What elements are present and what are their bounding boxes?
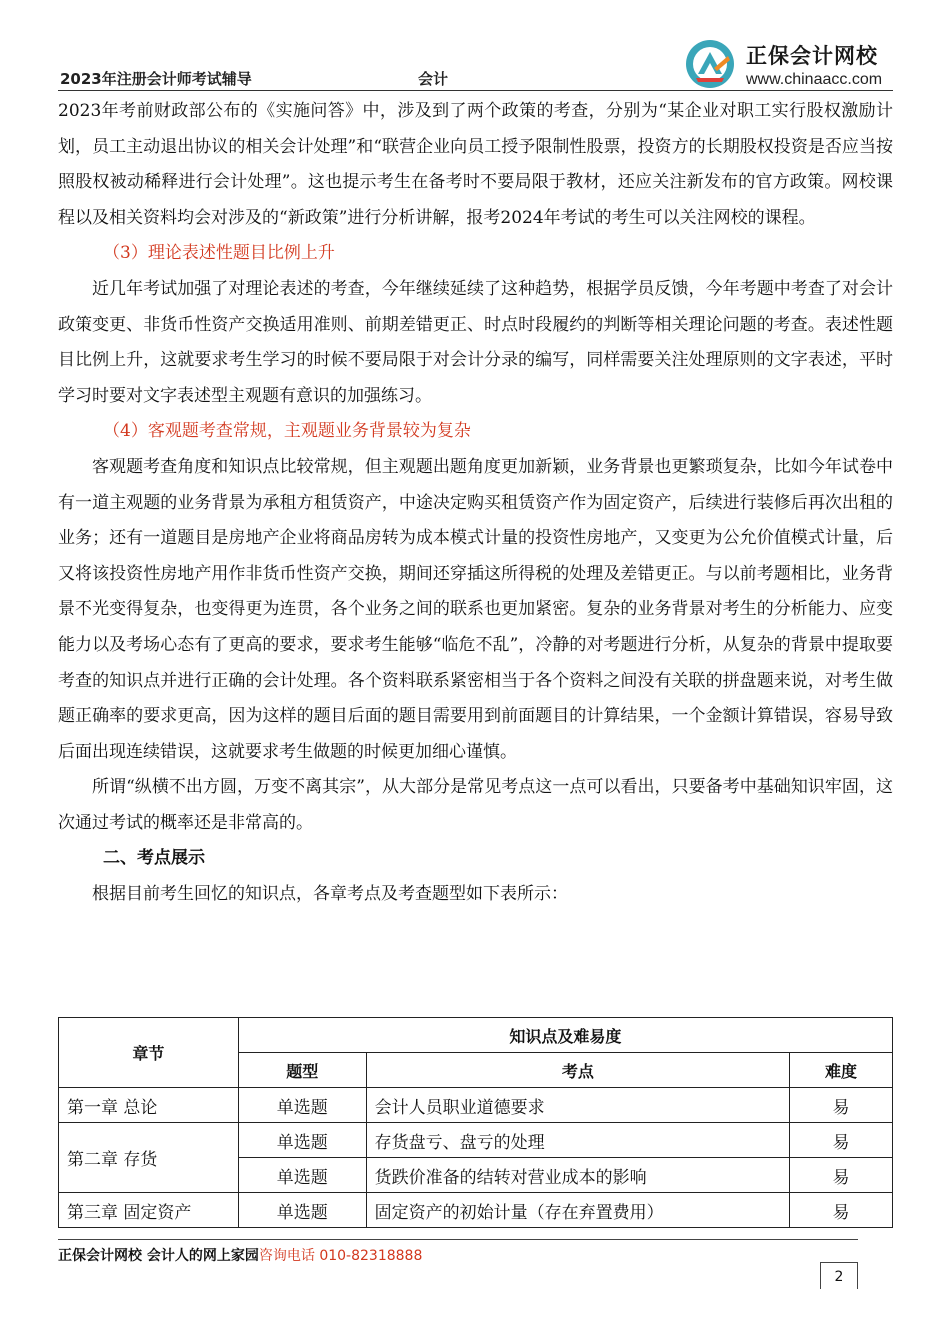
section-title-points: 二、考点展示 xyxy=(103,848,205,869)
table-row xyxy=(59,1193,893,1228)
subheading-theory: （3）理论表述性题目比例上升 xyxy=(103,243,335,264)
cell-level: 易 xyxy=(790,1088,893,1123)
cell-point: 货跌价准备的结转对营业成本的影响 xyxy=(366,1158,789,1193)
table-row xyxy=(59,1088,893,1123)
paragraph-summary: 所谓“纵横不出方圆，万变不离其宗”，从大部分是常见考点这一点可以看出，只要备考中基础知识牢固，这次通过考试的概率还是非常高的。 xyxy=(58,777,893,833)
cell-point: 固定资产的初始计量（存在弃置费用） xyxy=(366,1193,789,1228)
paragraph-table-intro: 根据目前考生回忆的知识点，各章考点及考查题型如下表所示： xyxy=(92,884,568,905)
footer xyxy=(58,1245,422,1265)
cell-point: 会计人员职业道德要求 xyxy=(366,1088,789,1123)
cell-chapter: 第二章 存货 xyxy=(59,1123,239,1193)
logo-name: 正保会计网校 xyxy=(746,44,878,68)
cell-level: 易 xyxy=(790,1123,893,1158)
footer-text: 正保会计网校 会计人的网上家园 xyxy=(58,1248,259,1264)
article-body xyxy=(58,94,893,913)
cell-type: 单选题 xyxy=(238,1193,366,1228)
header-type: 题型 xyxy=(238,1053,366,1088)
knowledge-points-table xyxy=(58,1017,893,1228)
paragraph-policy: 2023年考前财政部公布的《实施问答》中，涉及到了两个政策的考查，分别为“某企业对职工实行股权激励计划，员工主动退出协议的相关会计处理”和“联营企业向员工授予限制性股票，投资方的长期股权投资是否应当按照股权被动稀释进行会计处理”。这也提示考生在备考时不要局限于教材，还应关注新发布的官方政策。网校课程以及相关资料均会对涉及的“新政策”进行分析讲解，报考2024年考试的考生可以关注网校的课程。 xyxy=(58,101,893,228)
cell-point: 存货盘亏、盘亏的处理 xyxy=(366,1123,789,1158)
cell-type: 单选题 xyxy=(238,1088,366,1123)
header-level: 难度 xyxy=(790,1053,893,1088)
table-row xyxy=(59,1123,893,1158)
chinaacc-logo-icon xyxy=(684,38,736,90)
header-point: 考点 xyxy=(366,1053,789,1088)
page-number: 2 xyxy=(820,1262,858,1289)
cell-type: 单选题 xyxy=(238,1123,366,1158)
brand-logo[interactable] xyxy=(684,38,894,94)
paragraph-theory: 近几年考试加强了对理论表述的考查，今年继续延续了这种趋势，根据学员反馈，今年考题中考查了对会计政策变更、非货币性资产交换适用准则、前期差错更正、时点时段履约的判断等相关理论问题的考查。表述性题目比例上升，这就要求考生学习的时候不要局限于对会计分录的编写，同样需要关注处理原则的文字表述，平时学习时要对文字表述型主观题有意识的加强练习。 xyxy=(58,278,893,406)
paragraph-objective: 客观题考查角度和知识点比较常规，但主观题出题角度更加新颖，业务背景也更繁琐复杂，比如今年试卷中有一道主观题的业务背景为承租方租赁资产，中途决定购买租赁资产作为固定资产，后续进行装修后再次出租的业务；还有一道题目是房地产企业将商品房转为成本模式计量的投资性房地产，又变更为公允价值模式计量，后又将该投资性房地产用作非货币性资产交换，期间还穿插这所得税的处理及差错更正。与以前考题相比，业务背景不光变得复杂，也变得更为连贯，各个业务之间的联系也更加紧密。复杂的业务背景对考生的分析能力、应变能力以及考场心态有了更高的要求，要求考生能够“临危不乱”，冷静的对考题进行分析，从复杂的背景中提取要考查的知识点并进行正确的会计处理。各个资料联系紧密相当于各个资料之间没有关联的拼盘题来说，对考生做题正确率的要求更高，因为这样的题目后面的题目需要用到前面题目的计算结果，一个金额计算错误，容易导致后面出现连续错误，这就要求考生做题的时候更加细心谨慎。 xyxy=(58,456,893,762)
header-subject: 会计 xyxy=(418,70,449,88)
header-knowledge-group: 知识点及难易度 xyxy=(238,1018,892,1053)
cell-chapter: 第三章 固定资产 xyxy=(59,1193,239,1228)
cell-level: 易 xyxy=(790,1193,893,1228)
cell-chapter: 第一章 总论 xyxy=(59,1088,239,1123)
header-title: 2023年注册会计师考试辅导 xyxy=(60,70,252,88)
header-divider xyxy=(58,90,893,91)
header-chapter: 章节 xyxy=(59,1018,239,1088)
footer-phone: 咨询电话 010-82318888 xyxy=(258,1248,423,1264)
footer-divider xyxy=(58,1239,858,1240)
cell-level: 易 xyxy=(790,1158,893,1193)
logo-url: www.chinaacc.com xyxy=(746,71,883,88)
cell-type: 单选题 xyxy=(238,1158,366,1193)
subheading-objective: （4）客观题考查常规，主观题业务背景较为复杂 xyxy=(103,421,471,442)
